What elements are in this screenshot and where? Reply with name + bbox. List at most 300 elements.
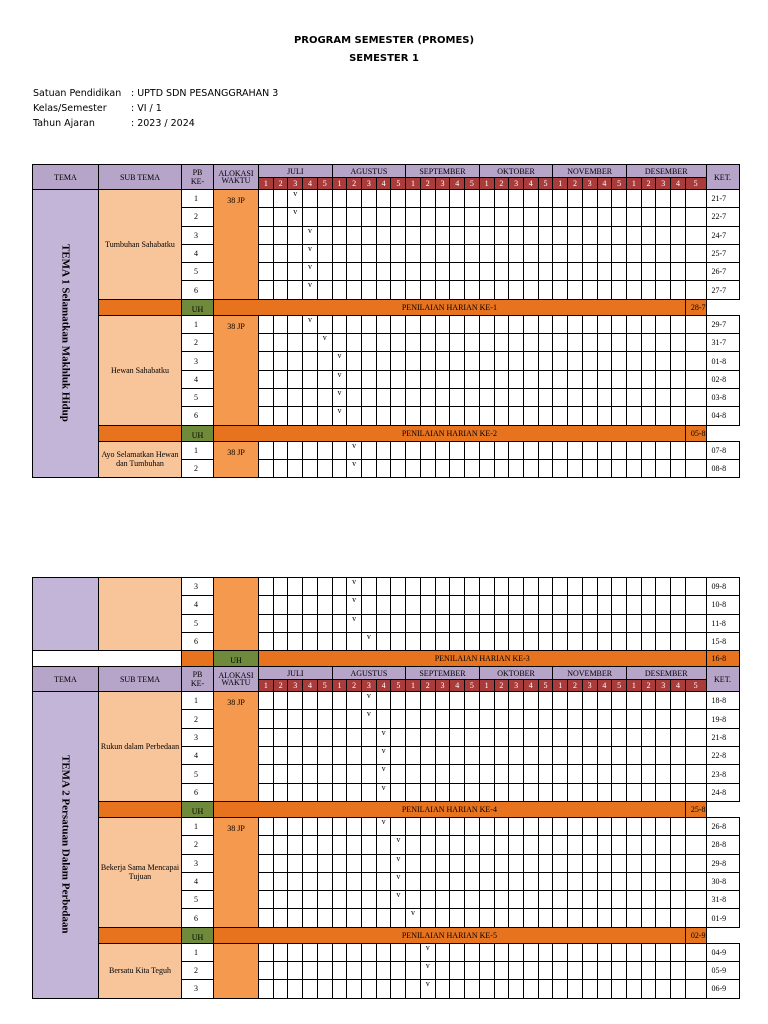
week-cell <box>494 836 509 854</box>
week-cell <box>685 208 706 226</box>
week-cell <box>259 854 274 872</box>
week-cell <box>626 710 641 728</box>
week-cell <box>259 747 274 765</box>
week-cell <box>259 783 274 801</box>
week-cell <box>332 190 347 208</box>
week-cell <box>656 263 671 281</box>
week-cell <box>523 632 538 650</box>
week-cell <box>288 891 303 909</box>
week-cell <box>523 747 538 765</box>
week-cell <box>612 459 627 477</box>
week-cell <box>332 614 347 632</box>
week-cell <box>597 872 612 890</box>
week-cell <box>626 281 641 299</box>
week-cell <box>420 388 435 406</box>
week-cell <box>597 441 612 459</box>
ket-date: 04-8 <box>706 407 739 425</box>
week-cell <box>523 208 538 226</box>
week-cell <box>671 281 686 299</box>
week-cell <box>303 190 318 208</box>
week-cell <box>391 459 406 477</box>
week-cell <box>391 747 406 765</box>
week-cell <box>406 854 421 872</box>
table-row <box>33 692 740 710</box>
week-cell <box>568 352 583 370</box>
tema-text: TEMA 1 Selamatkan Makhluk Hidup <box>59 243 72 422</box>
week-cell <box>435 596 450 614</box>
week-cell <box>435 388 450 406</box>
week-cell <box>450 872 465 890</box>
week-cell <box>391 943 406 961</box>
week-cell <box>553 728 568 746</box>
assessment-label: PENILAIAN HARIAN KE-2 <box>214 425 686 441</box>
week-cell <box>465 190 480 208</box>
week-cell <box>406 281 421 299</box>
week-cell <box>509 747 524 765</box>
week-cell <box>376 370 391 388</box>
subtema-continued <box>99 578 182 651</box>
week-cell <box>479 632 494 650</box>
week-cell <box>450 692 465 710</box>
week-cell <box>288 710 303 728</box>
week-cell <box>582 226 597 244</box>
week-cell <box>347 370 362 388</box>
week-cell <box>465 728 480 746</box>
week-cell <box>582 244 597 262</box>
week-cell <box>523 459 538 477</box>
pb-number: 3 <box>182 728 214 746</box>
week-cell <box>685 817 706 835</box>
week-cell <box>597 459 612 477</box>
week-cell <box>671 872 686 890</box>
week-number: 5 <box>685 178 706 190</box>
ket-date: 02-8 <box>706 370 739 388</box>
week-cell <box>303 854 318 872</box>
week-cell <box>582 836 597 854</box>
week-cell <box>332 909 347 927</box>
week-cell <box>332 208 347 226</box>
week-cell <box>523 980 538 998</box>
week-cell <box>347 817 362 835</box>
week-cell <box>612 614 627 632</box>
week-cell <box>612 728 627 746</box>
week-cell <box>347 632 362 650</box>
week-cell <box>626 315 641 333</box>
check-mark: v <box>288 190 303 208</box>
col-header-pb <box>182 165 214 190</box>
header-row-months <box>33 165 740 178</box>
week-cell <box>450 244 465 262</box>
week-cell <box>288 459 303 477</box>
alokasi-value: 38 JP <box>214 441 259 478</box>
week-cell <box>494 765 509 783</box>
ket-date: 24-8 <box>706 783 739 801</box>
week-cell <box>347 765 362 783</box>
week-cell <box>685 281 706 299</box>
assessment-date: 16-8 <box>706 651 739 667</box>
week-cell <box>435 459 450 477</box>
assessment-label: PENILAIAN HARIAN KE-1 <box>214 299 686 315</box>
week-cell <box>391 388 406 406</box>
week-cell <box>582 747 597 765</box>
week-cell <box>582 190 597 208</box>
check-mark: v <box>406 909 421 927</box>
check-mark: v <box>362 632 377 650</box>
week-cell <box>273 370 288 388</box>
uh-label: UH <box>214 651 259 667</box>
week-cell <box>523 728 538 746</box>
week-cell <box>685 370 706 388</box>
assessment-row <box>33 801 740 817</box>
week-cell <box>597 710 612 728</box>
week-cell <box>509 596 524 614</box>
week-cell <box>685 632 706 650</box>
week-cell <box>656 190 671 208</box>
week-cell <box>538 765 553 783</box>
week-cell <box>303 872 318 890</box>
week-cell <box>465 441 480 459</box>
assessment-spacer <box>99 801 182 817</box>
week-cell <box>685 352 706 370</box>
week-cell <box>641 263 656 281</box>
week-cell <box>626 692 641 710</box>
week-cell <box>347 836 362 854</box>
week-cell <box>273 441 288 459</box>
week-cell <box>553 836 568 854</box>
week-cell <box>582 208 597 226</box>
info-label: Satuan Pendidikan <box>33 88 122 99</box>
week-number: 1 <box>553 178 568 190</box>
week-cell <box>317 836 332 854</box>
week-cell <box>273 407 288 425</box>
week-cell <box>494 817 509 835</box>
week-cell <box>538 407 553 425</box>
week-cell <box>509 208 524 226</box>
check-mark: v <box>317 334 332 352</box>
week-cell <box>612 370 627 388</box>
check-mark: v <box>303 315 318 333</box>
week-cell <box>553 388 568 406</box>
week-number: 4 <box>671 178 686 190</box>
subtema-label: Rukun dalam Perbedaan <box>99 692 182 802</box>
week-cell <box>626 891 641 909</box>
week-cell <box>494 962 509 980</box>
week-cell <box>259 578 274 596</box>
month-header: DESEMBER <box>626 667 706 680</box>
week-cell <box>597 728 612 746</box>
week-cell <box>273 854 288 872</box>
week-cell <box>376 407 391 425</box>
week-cell <box>332 692 347 710</box>
week-cell <box>259 765 274 783</box>
month-header: JULI <box>259 165 333 178</box>
week-cell <box>612 441 627 459</box>
week-cell <box>641 407 656 425</box>
week-cell <box>465 226 480 244</box>
check-mark: v <box>347 596 362 614</box>
week-cell <box>671 728 686 746</box>
week-cell <box>259 817 274 835</box>
ket-date: 01-8 <box>706 352 739 370</box>
week-cell <box>671 943 686 961</box>
week-cell <box>582 352 597 370</box>
week-cell <box>612 407 627 425</box>
week-cell <box>376 315 391 333</box>
uh-label: UH <box>182 801 214 817</box>
week-cell <box>332 872 347 890</box>
week-cell <box>332 244 347 262</box>
week-cell <box>288 334 303 352</box>
week-cell <box>553 370 568 388</box>
week-number: 3 <box>582 178 597 190</box>
week-cell <box>626 226 641 244</box>
week-cell <box>406 334 421 352</box>
week-cell <box>259 980 274 998</box>
week-cell <box>671 765 686 783</box>
week-cell <box>376 891 391 909</box>
table-row <box>33 441 740 459</box>
week-cell <box>582 407 597 425</box>
week-cell <box>273 208 288 226</box>
week-cell <box>538 226 553 244</box>
pb-number: 6 <box>182 632 214 650</box>
week-cell <box>259 962 274 980</box>
week-cell <box>641 909 656 927</box>
week-cell <box>317 352 332 370</box>
check-mark: v <box>347 578 362 596</box>
week-cell <box>450 891 465 909</box>
month-header: AGUSTUS <box>332 165 406 178</box>
page-subtitle: SEMESTER 1 <box>349 53 419 64</box>
week-cell <box>406 783 421 801</box>
week-cell <box>494 747 509 765</box>
week-cell <box>376 710 391 728</box>
month-header: NOVEMBER <box>553 667 627 680</box>
week-cell <box>626 747 641 765</box>
week-cell <box>641 728 656 746</box>
alokasi-continued <box>214 578 259 651</box>
week-cell <box>641 596 656 614</box>
week-cell <box>465 315 480 333</box>
week-number: 1 <box>626 680 641 692</box>
week-cell <box>332 943 347 961</box>
month-header: AGUSTUS <box>332 667 406 680</box>
week-cell <box>465 765 480 783</box>
week-number: 4 <box>523 680 538 692</box>
week-cell <box>523 943 538 961</box>
week-cell <box>479 370 494 388</box>
col-header-alokasi <box>214 667 259 692</box>
week-cell <box>391 980 406 998</box>
week-cell <box>568 281 583 299</box>
week-cell <box>288 728 303 746</box>
week-cell <box>479 281 494 299</box>
week-cell <box>523 710 538 728</box>
assessment-row <box>33 927 740 943</box>
week-cell <box>553 765 568 783</box>
week-cell <box>450 226 465 244</box>
week-number: 1 <box>259 178 274 190</box>
week-cell <box>479 943 494 961</box>
week-cell <box>435 370 450 388</box>
week-cell <box>612 263 627 281</box>
week-cell <box>347 244 362 262</box>
week-cell <box>641 765 656 783</box>
week-cell <box>406 441 421 459</box>
week-cell <box>288 388 303 406</box>
week-cell <box>450 459 465 477</box>
week-cell <box>303 728 318 746</box>
week-cell <box>317 891 332 909</box>
week-cell <box>317 747 332 765</box>
week-cell <box>671 632 686 650</box>
week-cell <box>273 962 288 980</box>
ket-date: 15-8 <box>706 632 739 650</box>
week-cell <box>406 747 421 765</box>
week-cell <box>420 352 435 370</box>
week-cell <box>656 891 671 909</box>
week-cell <box>435 909 450 927</box>
week-cell <box>671 854 686 872</box>
week-cell <box>465 334 480 352</box>
week-cell <box>435 315 450 333</box>
assessment-label: PENILAIAN HARIAN KE-3 <box>259 651 707 667</box>
week-cell <box>612 765 627 783</box>
week-cell <box>538 872 553 890</box>
week-cell <box>509 407 524 425</box>
week-cell <box>553 614 568 632</box>
week-cell <box>523 244 538 262</box>
week-cell <box>597 370 612 388</box>
week-cell <box>420 632 435 650</box>
week-cell <box>303 632 318 650</box>
week-cell <box>641 441 656 459</box>
week-cell <box>568 710 583 728</box>
week-cell <box>479 208 494 226</box>
week-cell <box>553 891 568 909</box>
week-cell <box>273 596 288 614</box>
week-cell <box>391 710 406 728</box>
week-cell <box>362 370 377 388</box>
alokasi-line2: WAKTU <box>221 176 251 185</box>
week-cell <box>391 783 406 801</box>
week-cell <box>568 980 583 998</box>
week-cell <box>362 596 377 614</box>
week-cell <box>656 459 671 477</box>
week-cell <box>362 578 377 596</box>
week-cell <box>553 872 568 890</box>
week-cell <box>435 783 450 801</box>
week-cell <box>450 854 465 872</box>
week-cell <box>523 872 538 890</box>
week-number: 3 <box>509 680 524 692</box>
week-cell <box>553 747 568 765</box>
week-cell <box>641 281 656 299</box>
week-cell <box>288 980 303 998</box>
pb-number: 2 <box>182 710 214 728</box>
week-cell <box>465 783 480 801</box>
alokasi-line1: ALOKASI <box>218 671 254 681</box>
ket-date: 04-9 <box>706 943 739 961</box>
week-number: 3 <box>435 680 450 692</box>
week-cell <box>538 836 553 854</box>
week-cell <box>420 441 435 459</box>
week-cell <box>685 909 706 927</box>
ket-date: 21-8 <box>706 728 739 746</box>
week-cell <box>362 783 377 801</box>
week-cell <box>597 407 612 425</box>
week-cell <box>494 980 509 998</box>
week-cell <box>626 459 641 477</box>
week-cell <box>288 407 303 425</box>
week-cell <box>332 315 347 333</box>
week-cell <box>671 596 686 614</box>
pb-number: 5 <box>182 263 214 281</box>
week-cell <box>259 190 274 208</box>
week-cell <box>685 578 706 596</box>
week-cell <box>641 614 656 632</box>
week-cell <box>450 315 465 333</box>
week-cell <box>376 388 391 406</box>
week-cell <box>465 208 480 226</box>
week-cell <box>259 441 274 459</box>
week-cell <box>406 836 421 854</box>
week-cell <box>391 244 406 262</box>
week-cell <box>685 710 706 728</box>
week-cell <box>479 692 494 710</box>
assessment-spacer <box>182 651 214 667</box>
week-cell <box>465 578 480 596</box>
month-header: SEPTEMBER <box>406 667 480 680</box>
ket-date: 18-8 <box>706 692 739 710</box>
week-cell <box>259 596 274 614</box>
week-cell <box>450 747 465 765</box>
week-cell <box>273 710 288 728</box>
week-cell <box>597 578 612 596</box>
week-cell <box>376 836 391 854</box>
week-cell <box>568 315 583 333</box>
week-cell <box>626 765 641 783</box>
pb-number: 3 <box>182 854 214 872</box>
week-cell <box>391 596 406 614</box>
week-cell <box>494 352 509 370</box>
week-number: 5 <box>465 178 480 190</box>
ket-date: 19-8 <box>706 710 739 728</box>
week-cell <box>391 578 406 596</box>
week-cell <box>582 281 597 299</box>
week-cell <box>406 388 421 406</box>
week-number: 3 <box>288 178 303 190</box>
week-cell <box>465 909 480 927</box>
week-cell <box>685 459 706 477</box>
week-cell <box>671 980 686 998</box>
week-cell <box>479 765 494 783</box>
week-cell <box>553 692 568 710</box>
week-cell <box>465 370 480 388</box>
week-cell <box>347 872 362 890</box>
week-cell <box>317 632 332 650</box>
week-cell <box>494 891 509 909</box>
week-cell <box>420 370 435 388</box>
week-cell <box>626 388 641 406</box>
week-cell <box>391 441 406 459</box>
week-number: 2 <box>347 178 362 190</box>
week-cell <box>259 459 274 477</box>
week-cell <box>347 190 362 208</box>
week-cell <box>597 208 612 226</box>
week-cell <box>568 596 583 614</box>
week-cell <box>435 836 450 854</box>
